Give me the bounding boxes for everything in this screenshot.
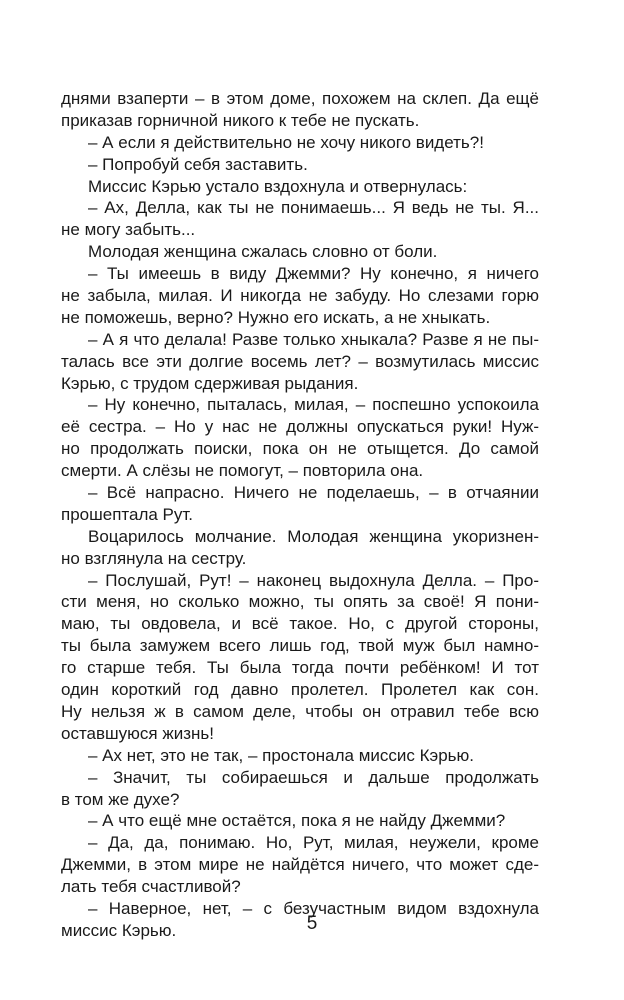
text-line: – Послушай, Рут! – наконец выдохнула Делла. – Про- bbox=[88, 570, 539, 590]
text-line: – Да, да, понимаю. Но, Рут, милая, неужели, кроме bbox=[88, 833, 539, 853]
text-line: – Всё напрасно. Ничего не поделаешь, – в отчаянии bbox=[88, 483, 539, 503]
text-line: в том же духе? bbox=[61, 789, 180, 809]
text-line: оставшуюся жизнь! bbox=[61, 723, 214, 743]
text-line: её сестра. – Но у нас не должны опускаться руки! Нуж- bbox=[61, 417, 539, 437]
text-line: Миссис Кэрью устало вздохнула и отвернулась: bbox=[88, 176, 468, 196]
text-line: не забыла, милая. И никогда не забуду. Но слезами горю bbox=[61, 286, 539, 306]
text-line: – Ну конечно, пыталась, милая, – поспешно успокоила bbox=[88, 395, 539, 415]
text-line: прошептала Рут. bbox=[61, 504, 194, 524]
text-line: Кэрью, с трудом сдерживая рыдания. bbox=[61, 373, 359, 393]
text-line: не могу забыть... bbox=[61, 220, 196, 240]
text-line: – Ах, Делла, как ты не понимаешь... Я ведь не ты. Я... bbox=[88, 198, 539, 218]
text-line: днями взаперти – в этом доме, похожем на склеп. Да ещё bbox=[61, 89, 539, 108]
text-line: Джемми, в этом мире не найдётся ничего, что может сде- bbox=[61, 855, 539, 875]
text-line: го старше тебя. Ты была тогда почти ребёнком! И тот bbox=[61, 658, 539, 678]
text-line: но продолжать поиски, пока он не отыщется. До самой bbox=[61, 439, 539, 459]
text-line: – Наверное, нет, – с безучастным видом вздохнула bbox=[88, 898, 539, 918]
text-line: маю, ты овдовела, и всё такое. Но, с другой стороны, bbox=[61, 614, 539, 634]
text-line: – Попробуй себя заставить. bbox=[88, 154, 308, 174]
text-line: – А что ещё мне остаётся, пока я не найду Джемми? bbox=[88, 811, 506, 831]
text-line: сти меня, но сколько можно, ты опять за своё! Я пони- bbox=[61, 592, 539, 612]
text-line: – А я что делала! Разве только хныкала? Разве я не пы- bbox=[88, 329, 539, 349]
text-line: один короткий год давно пролетел. Пролетел как сон. bbox=[61, 680, 539, 700]
text-line: ты была замужем всего лишь год, твой муж был намно- bbox=[61, 636, 539, 656]
text-line: смерти. А слёзы не помогут, – повторила она. bbox=[61, 461, 424, 481]
text-line: – Ты имеешь в виду Джемми? Ну конечно, я ничего bbox=[88, 264, 539, 284]
text-line: – Значит, ты собираешься и дальше продолжать bbox=[88, 767, 539, 787]
text-line: не поможешь, верно? Нужно его искать, а не хныкать. bbox=[61, 307, 491, 327]
text-line: – А если я действительно не хочу никого видеть?! bbox=[88, 132, 484, 152]
text-line: лать тебя счастливой? bbox=[61, 877, 241, 897]
page-number: 5 bbox=[306, 913, 318, 934]
page-body-text bbox=[61, 88, 539, 942]
text-line: приказав горничной никого к тебе не пускать. bbox=[61, 110, 420, 130]
text-line: талась все эти долгие восемь лет? – возмутилась миссис bbox=[61, 351, 539, 371]
text-line: – Ах нет, это не так, – простонала миссис Кэрью. bbox=[88, 745, 474, 765]
text-line: Молодая женщина сжалась словно от боли. bbox=[88, 242, 438, 262]
text-line: миссис Кэрью. bbox=[61, 920, 177, 940]
text-line: но взглянула на сестру. bbox=[61, 548, 247, 568]
text-line: Воцарилось молчание. Молодая женщина укоризнен- bbox=[88, 526, 539, 546]
text-line: Ну нельзя ж в самом деле, чтобы он отравил тебе всю bbox=[61, 701, 539, 721]
